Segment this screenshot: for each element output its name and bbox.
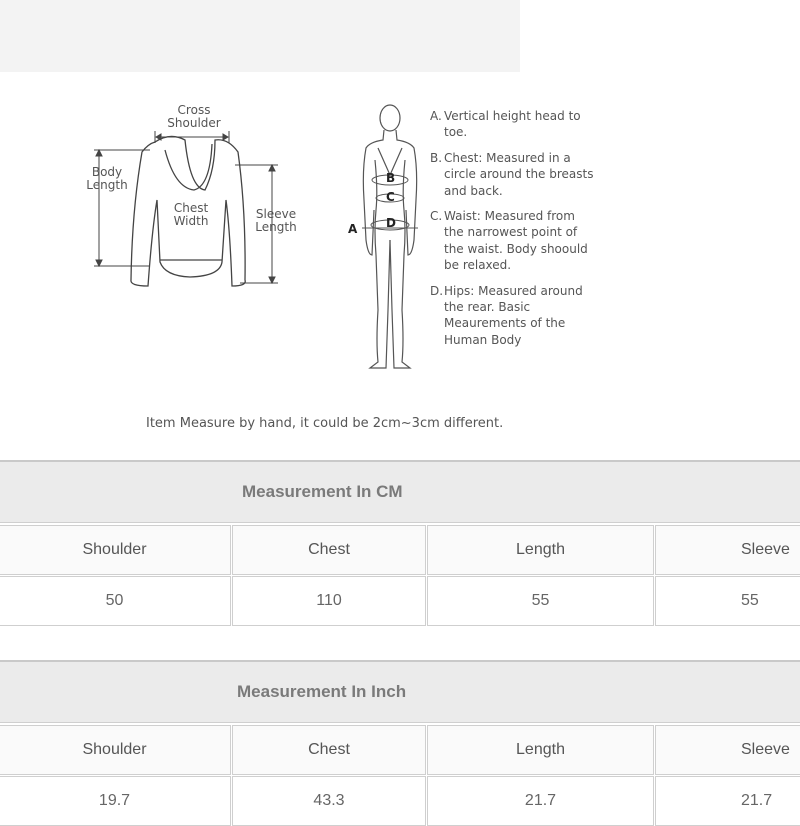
letter-d-label: D xyxy=(386,216,396,230)
chest-width-label: Chest Width xyxy=(173,201,209,228)
header-cell-shoulder: Shoulder xyxy=(0,725,231,775)
legend-entry: D. Hips: Measured around the rear. Basic Meaurements of the Human Body xyxy=(430,283,583,347)
header-cell-sleeve: Sleeve xyxy=(655,725,800,775)
header-cell-length: Length xyxy=(427,725,654,775)
cross-shoulder-label: Cross Shoulder xyxy=(167,103,221,130)
header-cell-shoulder: Shoulder xyxy=(0,525,231,575)
size-guide-diagram xyxy=(0,80,800,440)
value-cell-shoulder: 50 xyxy=(0,576,231,626)
letter-a-label: A xyxy=(348,222,358,236)
header-cell-length: Length xyxy=(427,525,654,575)
value-cell-length: 21.7 xyxy=(427,776,654,826)
table-header-row xyxy=(0,525,800,575)
measurement-table-cm xyxy=(0,460,800,626)
measurement-note: Item Measure by hand, it could be 2cm~3cm different. xyxy=(146,416,504,431)
garment-diagram xyxy=(0,80,800,440)
table-header-row xyxy=(0,725,800,775)
value-cell-chest: 110 xyxy=(232,576,426,626)
header-cell-sleeve: Sleeve xyxy=(655,525,800,575)
table-title: Measurement In Inch xyxy=(237,682,407,701)
top-banner-placeholder xyxy=(0,0,520,72)
letter-b-label: B xyxy=(386,171,396,185)
legend-entry: A. Vertical height head to toe. xyxy=(430,109,581,140)
legend-entry: B. Chest: Measured in a circle around the breasts and back. xyxy=(430,150,594,198)
table-title: Measurement In CM xyxy=(242,482,403,501)
body-length-label: Body Length xyxy=(86,165,128,192)
measurement-legend xyxy=(430,108,595,357)
legend-entry: C. Waist: Measured from the narrowest point of the waist. Body shoould be relaxed. xyxy=(430,209,588,273)
measurement-table-inch xyxy=(0,660,800,826)
header-cell-chest: Chest xyxy=(232,525,426,575)
table-title-bar xyxy=(0,460,800,523)
table-row xyxy=(0,776,800,826)
value-cell-sleeve: 55 xyxy=(655,576,800,626)
table-title-bar xyxy=(0,660,800,723)
sleeve-length-label: Sleeve Length xyxy=(255,207,297,234)
value-cell-length: 55 xyxy=(427,576,654,626)
header-cell-chest: Chest xyxy=(232,725,426,775)
table-row xyxy=(0,576,800,626)
value-cell-shoulder: 19.7 xyxy=(0,776,231,826)
value-cell-sleeve: 21.7 xyxy=(655,776,800,826)
human-body-outline-icon xyxy=(363,105,416,368)
letter-c-label: C xyxy=(386,190,395,204)
value-cell-chest: 43.3 xyxy=(232,776,426,826)
